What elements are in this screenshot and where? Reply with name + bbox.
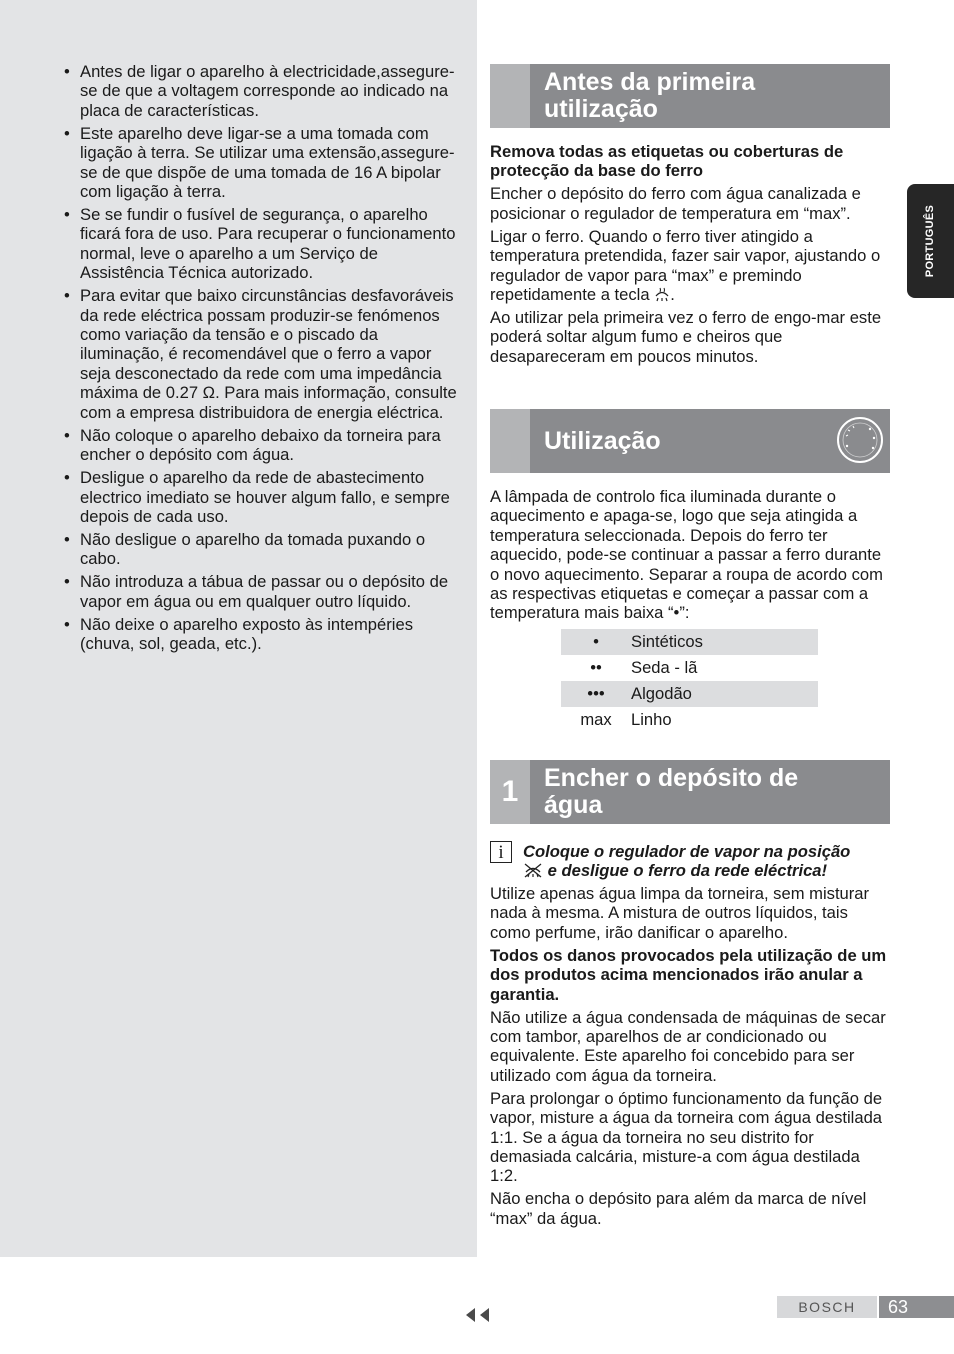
section-body-fill-tank xyxy=(490,884,890,1232)
section-header-fill-tank xyxy=(490,760,890,824)
note-line xyxy=(523,861,893,880)
table-row xyxy=(561,629,818,655)
list-item: • Este aparelho deve ligar-se a uma tomada com ligação à terra. Se utilizar uma extensão,assegure-se de que dispõe de uma tomada de 16 A bipolar com ligação à terra. xyxy=(62,124,464,202)
paragraph: A lâmpada de controlo fica iluminada durante o aquecimento e apaga-se, logo que seja atingida a temperatura seleccionada. Depois do ferro ter aquecido, pode-se continuar a passar a ferro durante o novo aquecimento. Separar a roupa de acordo com as respectivas etiquetas e começar a passar com a temperatura mais baixa “•”: xyxy=(490,487,883,623)
section-header-usage xyxy=(490,409,890,473)
list-item: • Não introduza a tábua de passar ou o depósito de vapor em água ou em qualquer outro líquido. xyxy=(62,572,464,611)
list-item: • Não deixe o aparelho exposto às intempéries (chuva, sol, geada, etc.). xyxy=(62,615,464,654)
warranty-warning: Todos os danos provocados pela utilização de um dos produtos acima mencionados irão anular a garantia. xyxy=(490,945,887,1004)
fabric-label: Seda - lã xyxy=(631,658,698,677)
paragraph: Não utilize a água condensada de máquinas de secar com tambor, aparelhos de ar condicionado ou equivalente. Este aparelho foi concebido para ser utilizado com água da torneira. xyxy=(490,1007,886,1085)
temp-symbol: ••• xyxy=(587,684,605,703)
list-item: • Não coloque o aparelho debaixo da torneira para encher o depósito com água. xyxy=(62,426,464,465)
temperature-table xyxy=(561,629,818,733)
back-arrows-icon xyxy=(462,1307,492,1323)
paragraph xyxy=(490,227,890,305)
section-body-usage xyxy=(490,487,890,626)
fabric-label: Sintéticos xyxy=(631,632,703,651)
warning-note xyxy=(523,842,893,884)
note-text: e desligue o ferro da rede eléctrica! xyxy=(547,861,828,881)
list-item: • Se se fundir o fusível de segurança, o aparelho ficará fora de uso. Para recuperar o funcionamento normal, leve o aparelho a um Serviço de Assistência Técnica autorizado. xyxy=(62,205,464,283)
paragraph: Para prolongar o óptimo funcionamento da função de vapor, misture a água da torneira com água destilada 1:1. Se a água da torneira no seu distrito for demasiada calcária, misture-a com água destilada 1:2. xyxy=(490,1088,883,1186)
list-item: • Desligue o aparelho da rede de abastecimento electrico imediato se houver algum fallo, e sempre depois de cada uso. xyxy=(62,468,464,526)
section-header-first-use xyxy=(490,64,890,128)
temperature-dial-icon xyxy=(836,416,884,464)
paragraph-text: Ligar o ferro. Quando o ferro tiver atingido a temperatura pretendida, fazer sair vapor, ajustando o regulador de vapor para “max” e premindo repetidamente a tecla xyxy=(490,226,881,305)
safety-bullet-list xyxy=(62,62,464,657)
section-title: Encher o depósito de água xyxy=(544,764,799,819)
table-row xyxy=(561,681,818,707)
fabric-label: Algodão xyxy=(631,684,692,703)
language-tab xyxy=(907,184,954,298)
section-tab xyxy=(490,409,530,473)
table-row xyxy=(561,655,818,681)
paragraph-text: . xyxy=(670,285,675,305)
section-number: 1 xyxy=(490,760,530,824)
bold-intro: Remova todas as etiquetas ou coberturas de protecção da base do ferro xyxy=(490,142,844,181)
info-icon: i xyxy=(490,841,512,863)
table-row xyxy=(561,707,818,733)
temp-symbol: •• xyxy=(590,658,602,677)
paragraph: Encher o depósito do ferro com água canalizada e posicionar o regulador de temperatura em “max”. xyxy=(490,184,861,223)
steam-shot-icon xyxy=(654,287,670,302)
language-label: PORTUGUÊS xyxy=(924,204,937,278)
fabric-label: Linho xyxy=(631,710,672,729)
paragraph: Utilize apenas água limpa da torneira, sem misturar nada à mesma. A mistura de outros líquidos, tais como perfume, irão danificar o aparelho. xyxy=(490,884,870,942)
section-title: Antes da primeira utilização xyxy=(544,68,756,123)
section-body-first-use xyxy=(490,142,890,370)
section-tab xyxy=(490,64,530,128)
list-item: • Antes de ligar o aparelho à electricidade,assegure-se de que a voltagem corresponde ao indicado na placa de características. xyxy=(62,62,464,120)
paragraph: Ao utilizar pela primeira vez o ferro de engo-mar este poderá soltar algum fumo e cheiros que desapareceram em poucos minutos. xyxy=(490,308,882,366)
list-item: • Não desligue o aparelho da tomada puxando o cabo. xyxy=(62,530,464,569)
list-item: • Para evitar que baixo circunstâncias desfavoráveis da rede eléctrica possam produzir-se fenómenos como variação da tensão e o piscado da iluminação, é recomendável que o ferro a vapor seja desconectado da rede com uma impedância máxima de 0.27 Ω. Para mais informação, consulte com a empresa distribuidora de energia eléctrica. xyxy=(62,286,464,422)
brand-label: BOSCH xyxy=(777,1296,877,1318)
paragraph: Não encha o depósito para além da marca de nível “max” da água. xyxy=(490,1189,867,1228)
note-line: Coloque o regulador de vapor na posição xyxy=(523,842,851,861)
temp-symbol: • xyxy=(593,632,599,651)
section-title: Utilização xyxy=(544,426,661,455)
page-number: 63 xyxy=(879,1296,954,1318)
no-steam-icon xyxy=(523,862,543,878)
temp-symbol: max xyxy=(580,710,612,729)
